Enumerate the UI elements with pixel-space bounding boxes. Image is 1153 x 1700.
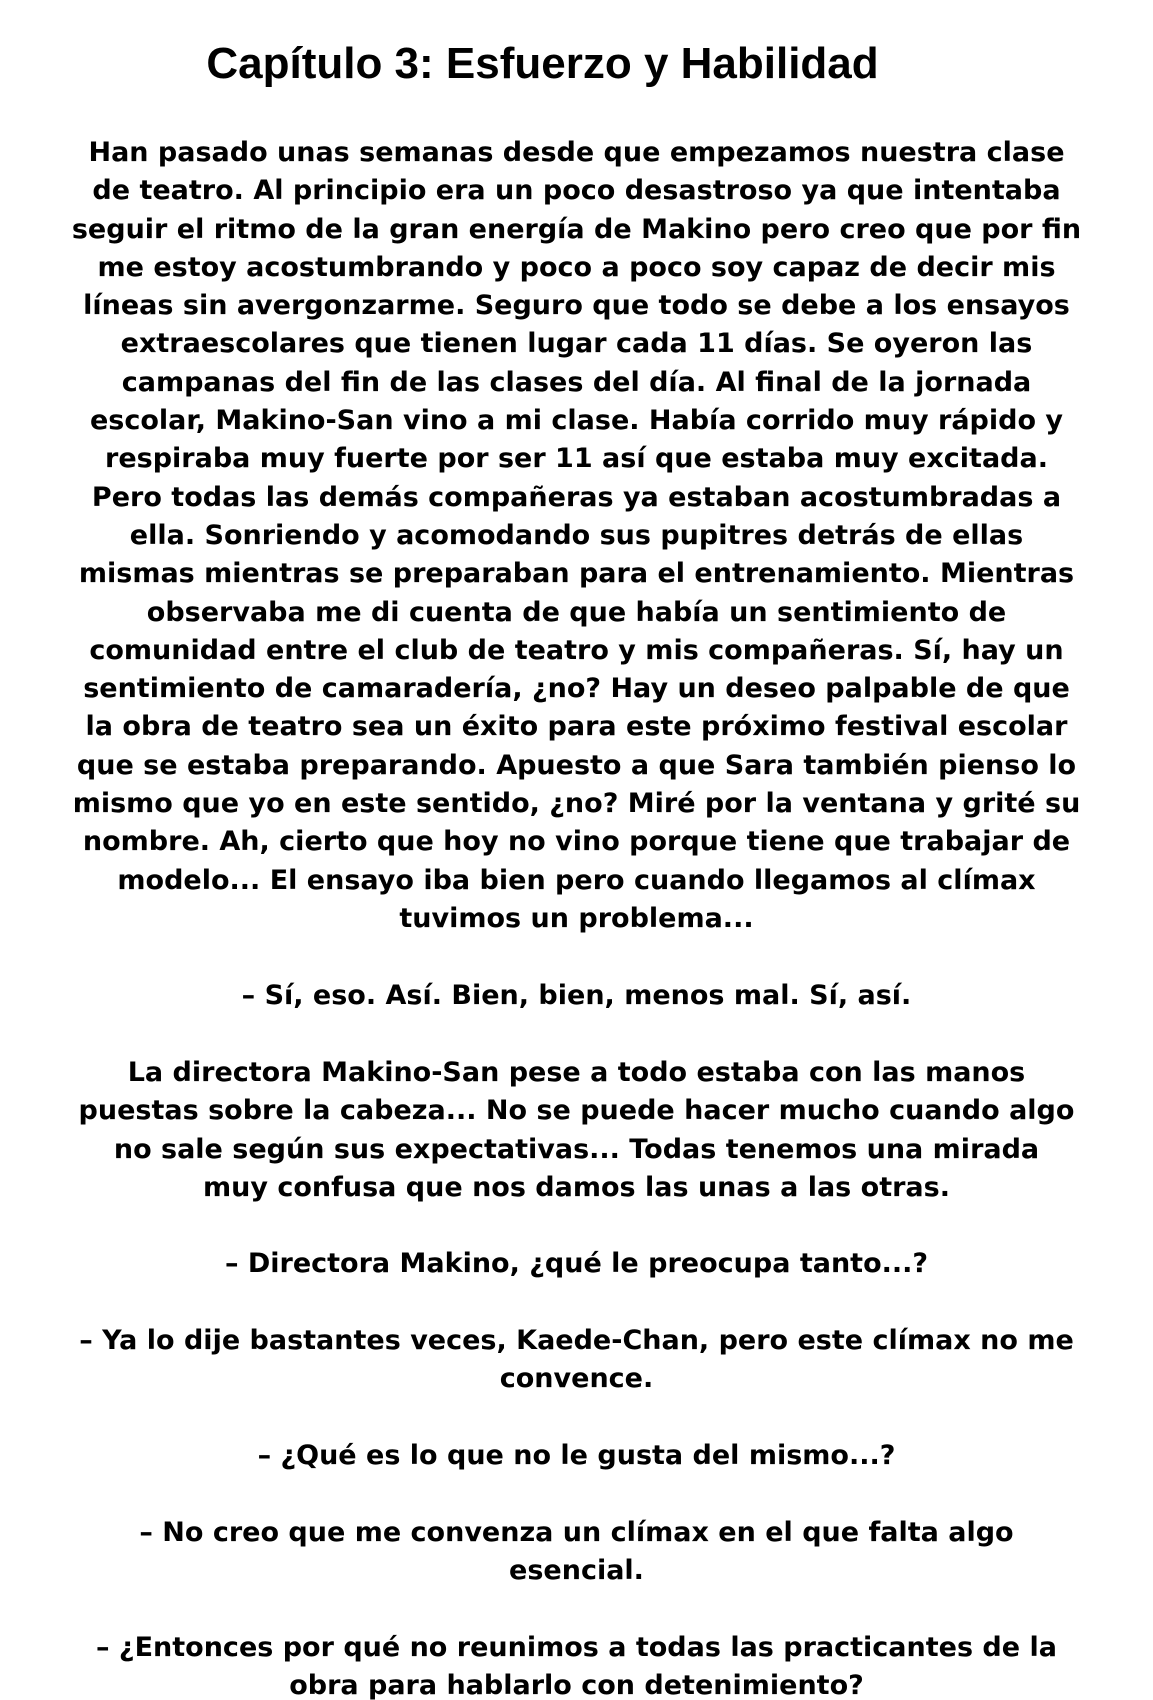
text-line: Pero todas las demás compañeras ya estaban acostumbradas a [91,481,1062,513]
dialogue-line-3 [0,1322,1153,1399]
text-line: la obra de teatro sea un éxito para este próximo festival escolar [85,711,1068,743]
text-line: comunidad entre el club de teatro y mis compañeras. Sí, hay un [89,634,1064,666]
text-line: me estoy acostumbrando y poco a poco soy capaz de decir mis [97,251,1056,283]
text-line: – Ya lo dije bastantes veces, Kaede-Chan, pero este clímax no me [79,1325,1074,1356]
text-line: de teatro. Al principio era un poco desastroso ya que intentaba [92,175,1061,207]
text-line: – Directora Makino, ¿qué le preocupa tanto...? [224,1248,929,1279]
text-line: puestas sobre la cabeza... No se puede hacer mucho cuando algo [78,1095,1075,1127]
text-line: – No creo que me convenza un clímax en el que falta algo [139,1517,1014,1548]
text-line: obra para hablarlo con detenimiento? [289,1670,864,1700]
text-line: – ¿Entonces por qué no reunimos a todas las practicantes de la [96,1632,1057,1663]
text-line: muy confusa que nos damos las unas a las otras. [203,1171,950,1203]
text-line: sentimiento de camaradería, ¿no? Hay un deseo palpable de que [83,673,1070,705]
dialogue-line-4 [0,1437,1153,1475]
text-line: La directora Makino-San pese a todo estaba con las manos [127,1057,1026,1088]
text-line: mismo que yo en este sentido, ¿no? Miré por la ventana y grité su [72,788,1081,820]
text-line: – ¿Qué es lo que no le gusta del mismo...? [257,1440,896,1471]
text-line: observaba me di cuenta de que había un sentimiento de [146,596,1007,628]
dialogue-line-6 [0,1629,1153,1700]
text-line: líneas sin avergonzarme. Seguro que todo se debe a los ensayos [83,290,1070,322]
text-line: – Sí, eso. Así. Bien, bien, menos mal. Sí, así. [241,980,912,1011]
dialogue-line-5 [0,1514,1153,1591]
text-line: tuvimos un problema... [399,902,754,934]
chapter-title: Capítulo 3: Esfuerzo y Habilidad [206,39,879,88]
paragraph-narration [0,1054,1153,1207]
text-line: esencial. [509,1555,644,1587]
text-line: mismas mientras se preparaban para el entrenamiento. Mientras [78,558,1075,590]
text-line: modelo... El ensayo iba bien pero cuando llegamos al clímax [117,864,1036,896]
text-line: escolar, Makino-San vino a mi clase. Había corrido muy rápido y [89,405,1063,437]
text-line: que se estaba preparando. Apuesto a que Sara también pienso lo [76,749,1077,781]
text-line: no sale según sus expectativas... Todas tenemos una mirada [113,1133,1040,1165]
text-line: convence. [499,1363,654,1395]
text-line: ella. Sonriendo y acomodando sus pupitres detrás de ellas [129,519,1024,551]
text-line: seguir el ritmo de la gran energía de Makino pero creo que por fin [71,213,1082,245]
paragraph-intro [0,134,1153,938]
text-line: nombre. Ah, cierto que hoy no vino porque tiene que trabajar de [82,826,1071,858]
text-line: respiraba muy fuerte por ser 11 así que estaba muy excitada. [105,443,1048,475]
text-line: Han pasado unas semanas desde que empezamos nuestra clase [88,137,1065,168]
dialogue-line-2 [0,1245,1153,1283]
dialogue-line-1 [0,977,1153,1015]
text-line: campanas del fin de las clases del día. Al final de la jornada [121,366,1032,398]
text-line: extraescolares que tienen lugar cada 11 días. Se oyeron las [120,328,1033,360]
